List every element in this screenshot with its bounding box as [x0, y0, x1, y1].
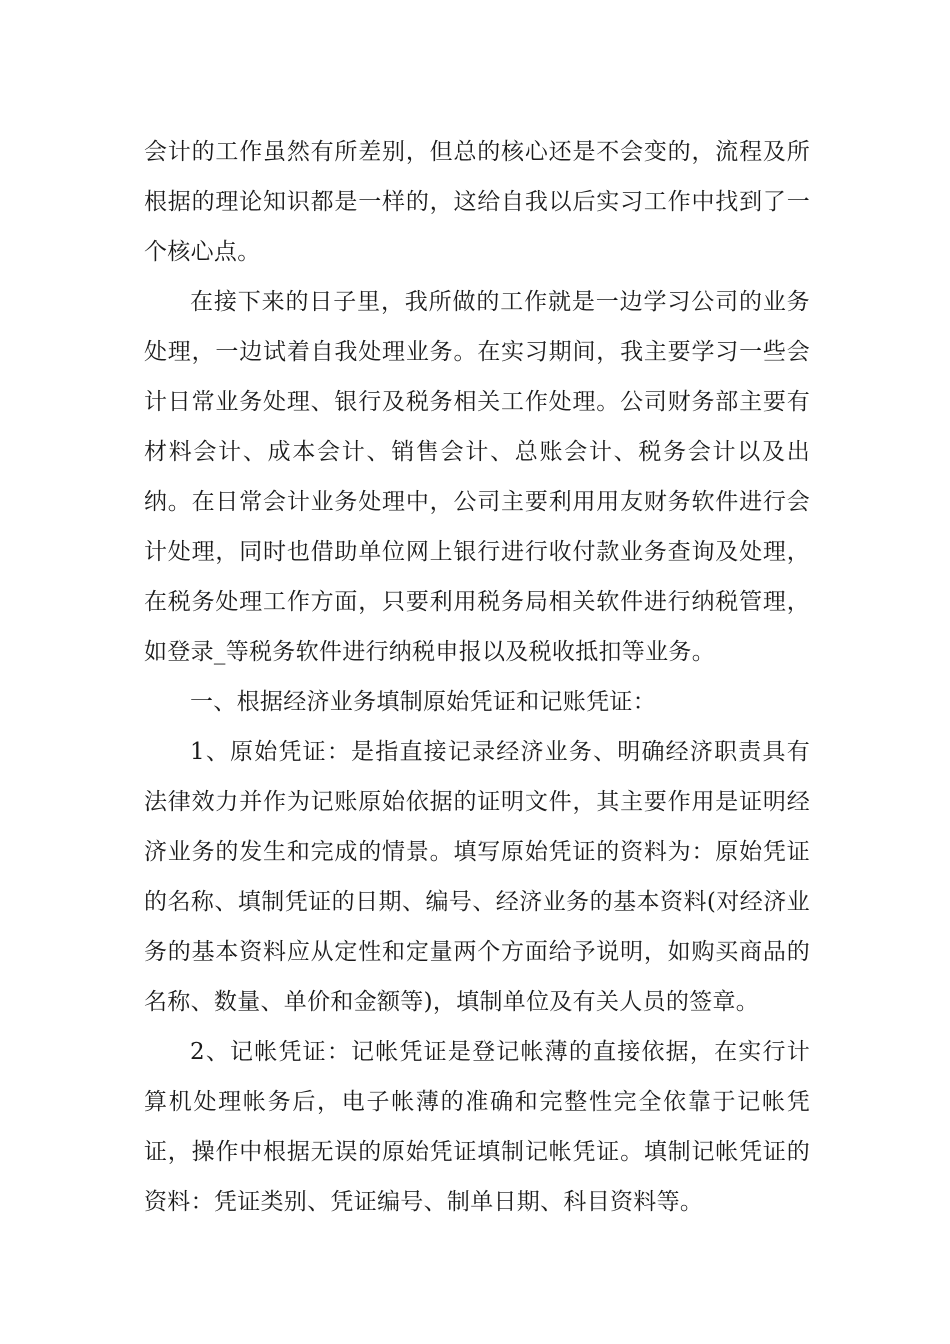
- paragraph-continuation: 会计的工作虽然有所差别，但总的核心还是不会变的，流程及所根据的理论知识都是一样的，这给自我以后实习工作中找到了一个核心点。: [144, 139, 810, 265]
- document-body: [144, 127, 810, 1227]
- paragraph-original-voucher: 1、原始凭证：是指直接记录经济业务、明确经济职责具有法律效力并作为记账原始依据的证明文件，其主要作用是证明经济业务的发生和完成的情景。填写原始凭证的资料为：原始凭证的名称、填制凭证的日期、编号、经济业务的基本资料(对经济业务的基本资料应从定性和定量两个方面给予说明，如购买商品的名称、数量、单价和金额等)，填制单位及有关人员的签章。: [144, 739, 810, 1015]
- section-heading-vouchers: 一、根据经济业务填制原始凭证和记账凭证：: [190, 689, 656, 715]
- paragraph-daily-work: 在接下来的日子里，我所做的工作就是一边学习公司的业务处理，一边试着自我处理业务。在实习期间，我主要学习一些会计日常业务处理、银行及税务相关工作处理。公司财务部主要有材料会计、成本会计、销售会计、总账会计、税务会计以及出纳。在日常会计业务处理中，公司主要利用用友财务软件进行会计处理，同时也借助单位网上银行进行收付款业务查询及处理，在税务处理工作方面，只要利用税务局相关软件进行纳税管理，如登录_等税务软件进行纳税申报以及税收抵扣等业务。: [144, 289, 810, 665]
- paragraph-accounting-voucher: 2、记帐凭证：记帐凭证是登记帐薄的直接依据，在实行计算机处理帐务后，电子帐薄的准确和完整性完全依靠于记帐凭证，操作中根据无误的原始凭证填制记帐凭证。填制记帐凭证的资料：凭证类别、凭证编号、制单日期、科目资料等。: [144, 1039, 810, 1215]
